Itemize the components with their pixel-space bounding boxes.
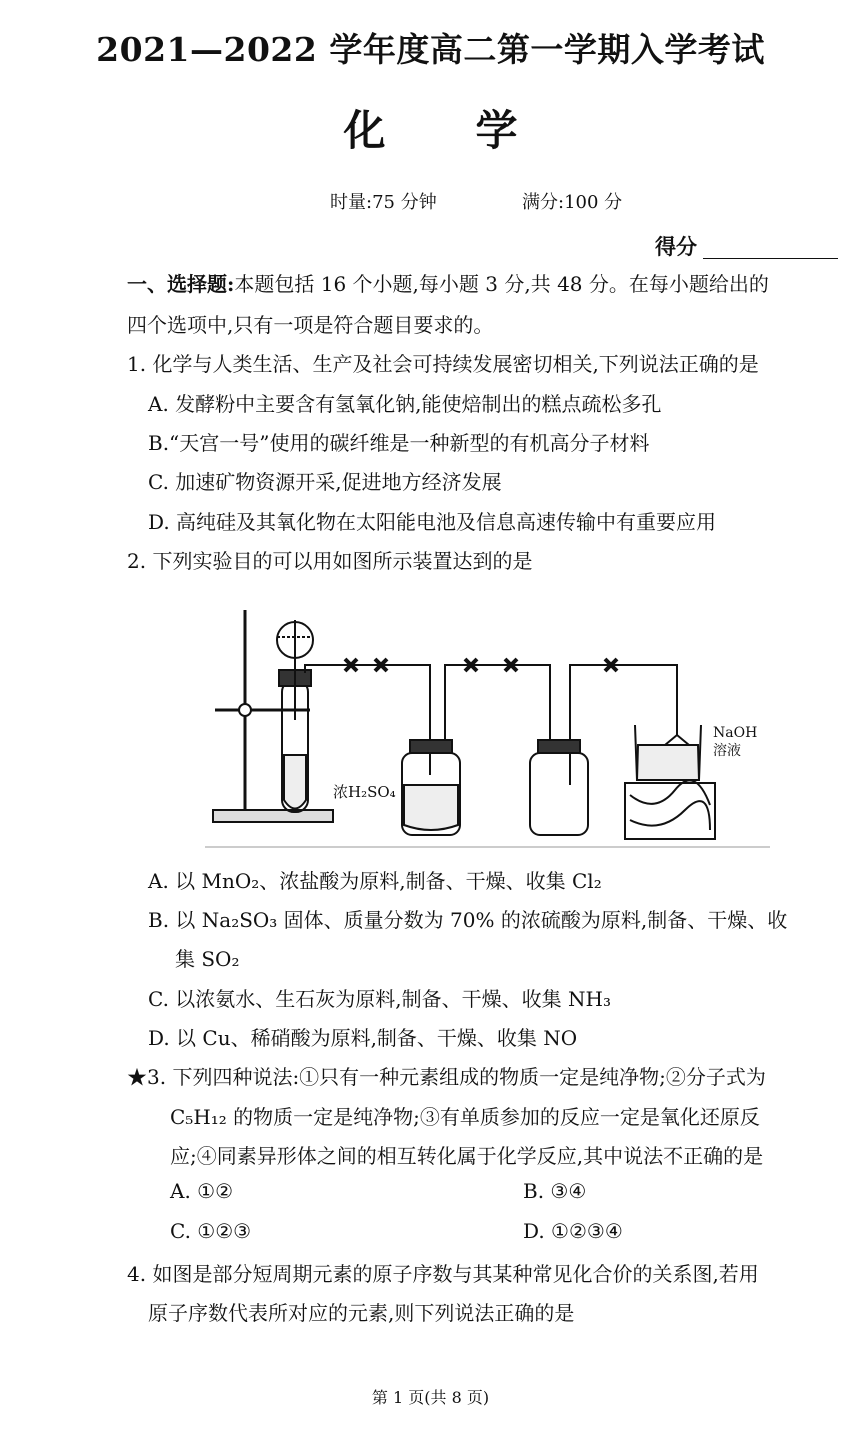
q1-option-a: A. 发酵粉中主要含有氢氧化钠,能使焙制出的糕点疏松多孔 [148, 392, 662, 416]
clamp-knob [239, 704, 251, 716]
page-footer: 第 1 页(共 8 页) [371, 1388, 490, 1407]
wood-grain [630, 780, 710, 830]
score-label: 得分 [655, 234, 697, 259]
label-solution: 溶液 [713, 743, 741, 759]
q3-option-b: B. ③④ [523, 1179, 587, 1203]
tube-to-bottle1 [305, 665, 430, 775]
subject-title: 化学 [343, 106, 608, 155]
q4-stem-line1: 4. 如图是部分短周期元素的原子序数与其某种常见化合价的关系图,若用 [127, 1262, 759, 1286]
score-blank[interactable] [703, 258, 838, 259]
label-naoh: NaOH [713, 725, 758, 741]
q2-option-b-line1: B. 以 Na₂SO₃ 固体、质量分数为 70% 的浓硫酸为原料,制备、干燥、收 [148, 908, 788, 932]
q2-stem: 2. 下列实验目的可以用如图所示装置达到的是 [127, 549, 533, 573]
tube-liquid [284, 755, 306, 809]
bottle-2-stopper [538, 740, 580, 753]
q3-option-d: D. ①②③④ [523, 1219, 623, 1243]
q2-option-c: C. 以浓氨水、生石灰为原料,制备、干燥、收集 NH₃ [148, 987, 611, 1011]
bottle-2 [530, 753, 588, 835]
section-intro-line2: 四个选项中,只有一项是符合题目要求的。 [127, 313, 494, 337]
q1-option-c: C. 加速矿物资源开采,促进地方经济发展 [148, 470, 502, 494]
time-limit: 时量:75 分钟 [330, 192, 437, 213]
tube-bottle1-to-bottle2 [445, 665, 550, 745]
q1-stem: 1. 化学与人类生活、生产及社会可持续发展密切相关,下列说法正确的是 [127, 352, 759, 376]
q2-option-a: A. 以 MnO₂、浓盐酸为原料,制备、干燥、收集 Cl₂ [148, 869, 602, 893]
inverted-funnel [665, 735, 689, 745]
q1-option-b: B.“天宫一号”使用的碳纤维是一种新型的有机高分子材料 [148, 431, 650, 455]
section-heading: 一、选择题: [127, 272, 235, 296]
q3-stem-line3: 应;④同素异形体之间的相互转化属于化学反应,其中说法不正确的是 [170, 1144, 764, 1168]
q2-option-d: D. 以 Cu、稀硝酸为原料,制备、干燥、收集 NO [148, 1026, 578, 1050]
q3-option-c: C. ①②③ [170, 1219, 252, 1243]
bottle-1-stopper [410, 740, 452, 753]
stand-base [213, 810, 333, 822]
q3-option-a: A. ①② [170, 1179, 234, 1203]
apparatus-figure [205, 585, 770, 855]
q4-stem-line2: 原子序数代表所对应的元素,则下列说法正确的是 [148, 1301, 575, 1325]
label-conc-h2so4: 浓H₂SO₄ [333, 783, 396, 801]
q3-stem-line1: ★3. 下列四种说法:①只有一种元素组成的物质一定是纯净物;②分子式为 [127, 1065, 766, 1089]
q2-option-b-line2: 集 SO₂ [175, 947, 240, 971]
q1-option-d: D. 高纯硅及其氧化物在太阳能电池及信息高速传输中有重要应用 [148, 510, 717, 534]
wooden-block [625, 783, 715, 839]
exam-title: 2021—2022 学年度高二第一学期入学考试 [96, 30, 765, 69]
beaker-naoh [637, 745, 699, 780]
full-score: 满分:100 分 [522, 192, 623, 213]
q3-stem-line2: C₅H₁₂ 的物质一定是纯净物;③有单质参加的反应一定是氧化还原反 [170, 1105, 760, 1129]
bottle-1-acid [404, 785, 458, 830]
section-intro-line1: 一、选择题:本题包括 16 个小题,每小题 3 分,共 48 分。在每小题给出的 [127, 272, 769, 296]
